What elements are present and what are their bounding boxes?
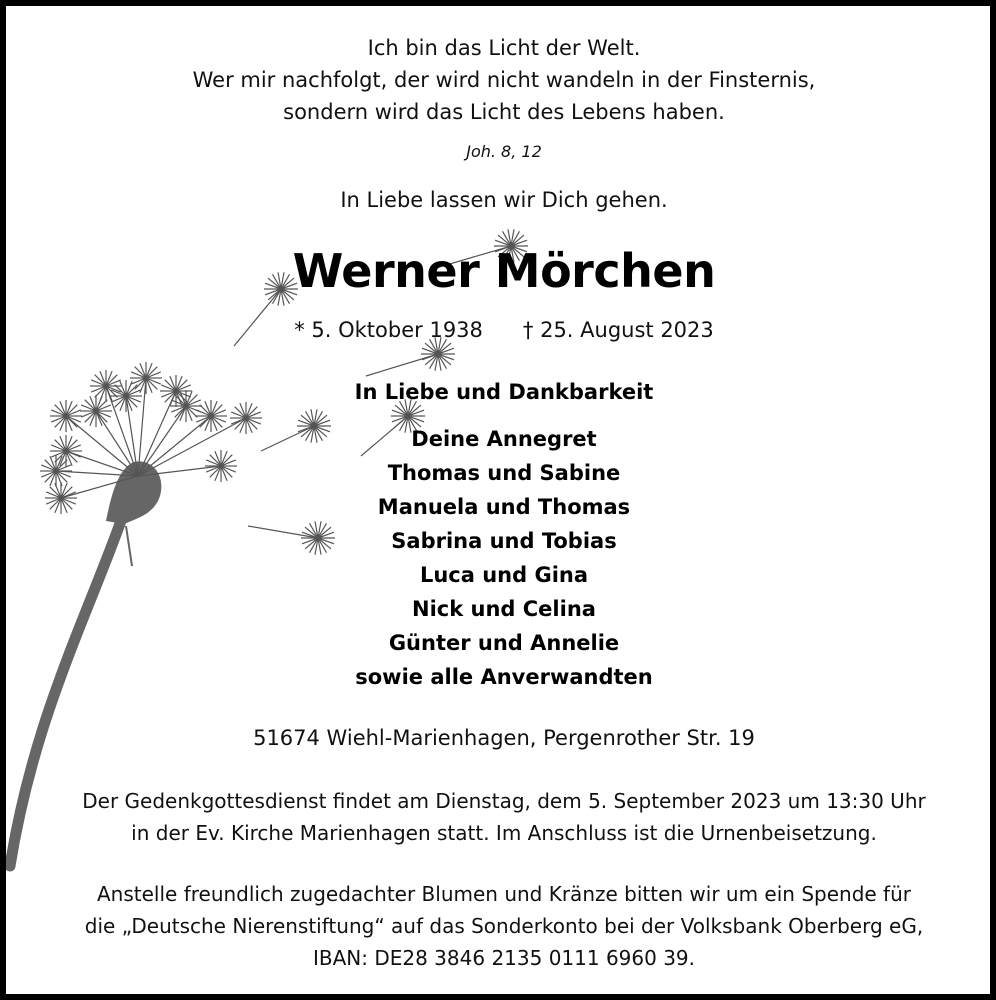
mourner-name: Nick und Celina [412, 597, 596, 621]
mourner-name: Günter und Annelie [388, 631, 620, 655]
death-date: † 25. August 2023 [522, 318, 714, 342]
mourner-name: Manuela und Thomas [377, 495, 631, 519]
mourner-name: sowie alle Anverwandten [355, 665, 653, 689]
address: 51674 Wiehl-Marienhagen, Pergenrother Str. 19 [253, 726, 755, 750]
verse-line: sondern wird das Licht des Lebens haben. [283, 100, 725, 124]
donation-line: IBAN: DE28 3846 2135 0111 6960 39. [312, 946, 696, 970]
service-line: in der Ev. Kirche Marienhagen statt. Im Anschluss ist die Urnenbeisetzung. [131, 821, 877, 845]
donation-line: Anstelle freundlich zugedachter Blumen und Kränze bitten wir um ein Spende für [97, 882, 911, 906]
life-dates [6, 318, 996, 342]
verse-line: Wer mir nachfolgt, der wird nicht wandeln in der Finsternis, [192, 68, 816, 92]
mourner-name: Sabrina und Tobias [391, 529, 617, 553]
verse-line: Ich bin das Licht der Welt. [367, 36, 641, 60]
deceased-name: Werner Mörchen [292, 244, 716, 298]
birth-date: * 5. Oktober 1938 [294, 318, 483, 342]
mourners-heading: In Liebe und Dankbarkeit [354, 380, 654, 404]
donation-line: die „Deutsche Nierenstiftung“ auf das Sonderkonto bei der Volksbank Oberberg eG, [84, 914, 924, 938]
mourner-name: Deine Annegret [411, 427, 597, 451]
verse-reference: Joh. 8, 12 [466, 142, 542, 161]
service-line: Der Gedenkgottesdienst findet am Dienstag, dem 5. September 2023 um 13:30 Uhr [82, 789, 926, 813]
mourner-name: Luca und Gina [419, 563, 589, 587]
mourner-name: Thomas und Sabine [387, 461, 621, 485]
intro-line: In Liebe lassen wir Dich gehen. [340, 188, 668, 212]
